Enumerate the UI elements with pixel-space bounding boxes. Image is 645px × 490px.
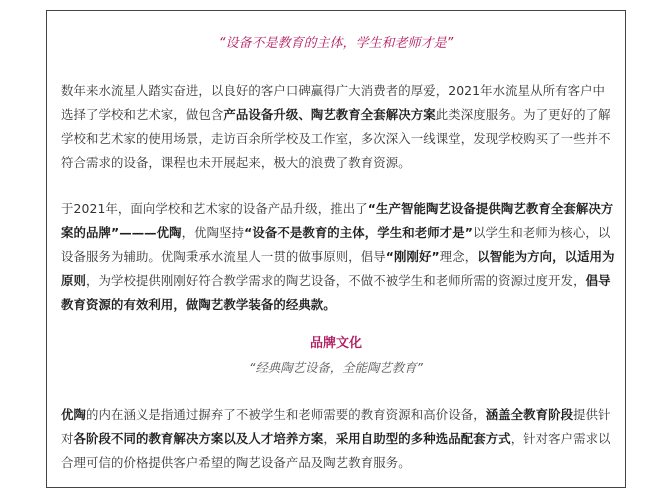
intro-paragraph [61, 79, 615, 175]
section-title: 品牌文化 [309, 336, 362, 351]
bold-span: 涵盖全教育阶段 [485, 407, 574, 422]
text-span: ，优陶坚持 [181, 225, 245, 240]
content-frame [46, 10, 626, 488]
text-span: 提供针对 [61, 407, 611, 446]
bold-span: 各阶段不同的教育解决方案以及人才培养方案 [73, 431, 324, 446]
bold-span: 倡导教育资源的有效利用，做陶艺教学装备的经典款。 [61, 273, 611, 312]
bold-span: 以智能为方向，以适用为原则 [61, 249, 615, 288]
text-span: ，针对客户需求以合理可信的价格提供客户希望的陶艺设备产品及陶艺教育服务。 [61, 431, 611, 470]
bold-span: “刚刚好” [385, 249, 440, 264]
bold-span: 产品设备升级、陶艺教育全套解决方案 [223, 107, 436, 122]
brand-paragraph [61, 197, 615, 317]
text-span: 理念， [439, 249, 478, 264]
text-span: 于2021年，面向学校和艺术家的设备产品升级，推出了 [61, 201, 368, 216]
bold-span: 采用自助型的多种选品配套方式 [335, 431, 511, 446]
text-span: ，为学校提供刚刚好符合教学需求的陶艺设备，不做不被学生和老师所需的资源过度开发， [85, 273, 586, 288]
text-span: 数年来水流星人踏实奋进，以良好的客户口碑赢得广大消费者的厚爱，2021年水流星从所有客户中选择了学校和艺术家，做包含 [61, 83, 606, 122]
text-span: 此类深度服务。为了更好的了解学校和艺术家的使用场景，走访百余所学校及工作室，多次深入一线课堂，发现学校购买了一些并不符合需求的设备，课程也未开展起来，极大的浪费了教育资源。 [61, 107, 611, 170]
text-span: 以学生和老师为核心，以设备服务为辅助。优陶秉承水流星人一贯的做事原则，倡导 [61, 225, 611, 264]
text-span: 的内在涵义是指通过摒弃了不被学生和老师需要的教育资源和高价设备， [85, 407, 486, 422]
header-quote: “设备不是教育的主体，学生和老师才是” [218, 36, 454, 51]
bold-span: “设备不是教育的主体，学生和老师才是” [244, 225, 473, 240]
section-quote: “经典陶艺设备，全能陶艺教育” [249, 360, 423, 375]
text-span: ， [323, 431, 336, 446]
bold-span: “生产智能陶艺设备提供陶艺教育全套解决方案的品牌”———优陶 [61, 201, 614, 240]
bold-span: 优陶 [61, 407, 86, 422]
culture-paragraph [61, 403, 615, 475]
